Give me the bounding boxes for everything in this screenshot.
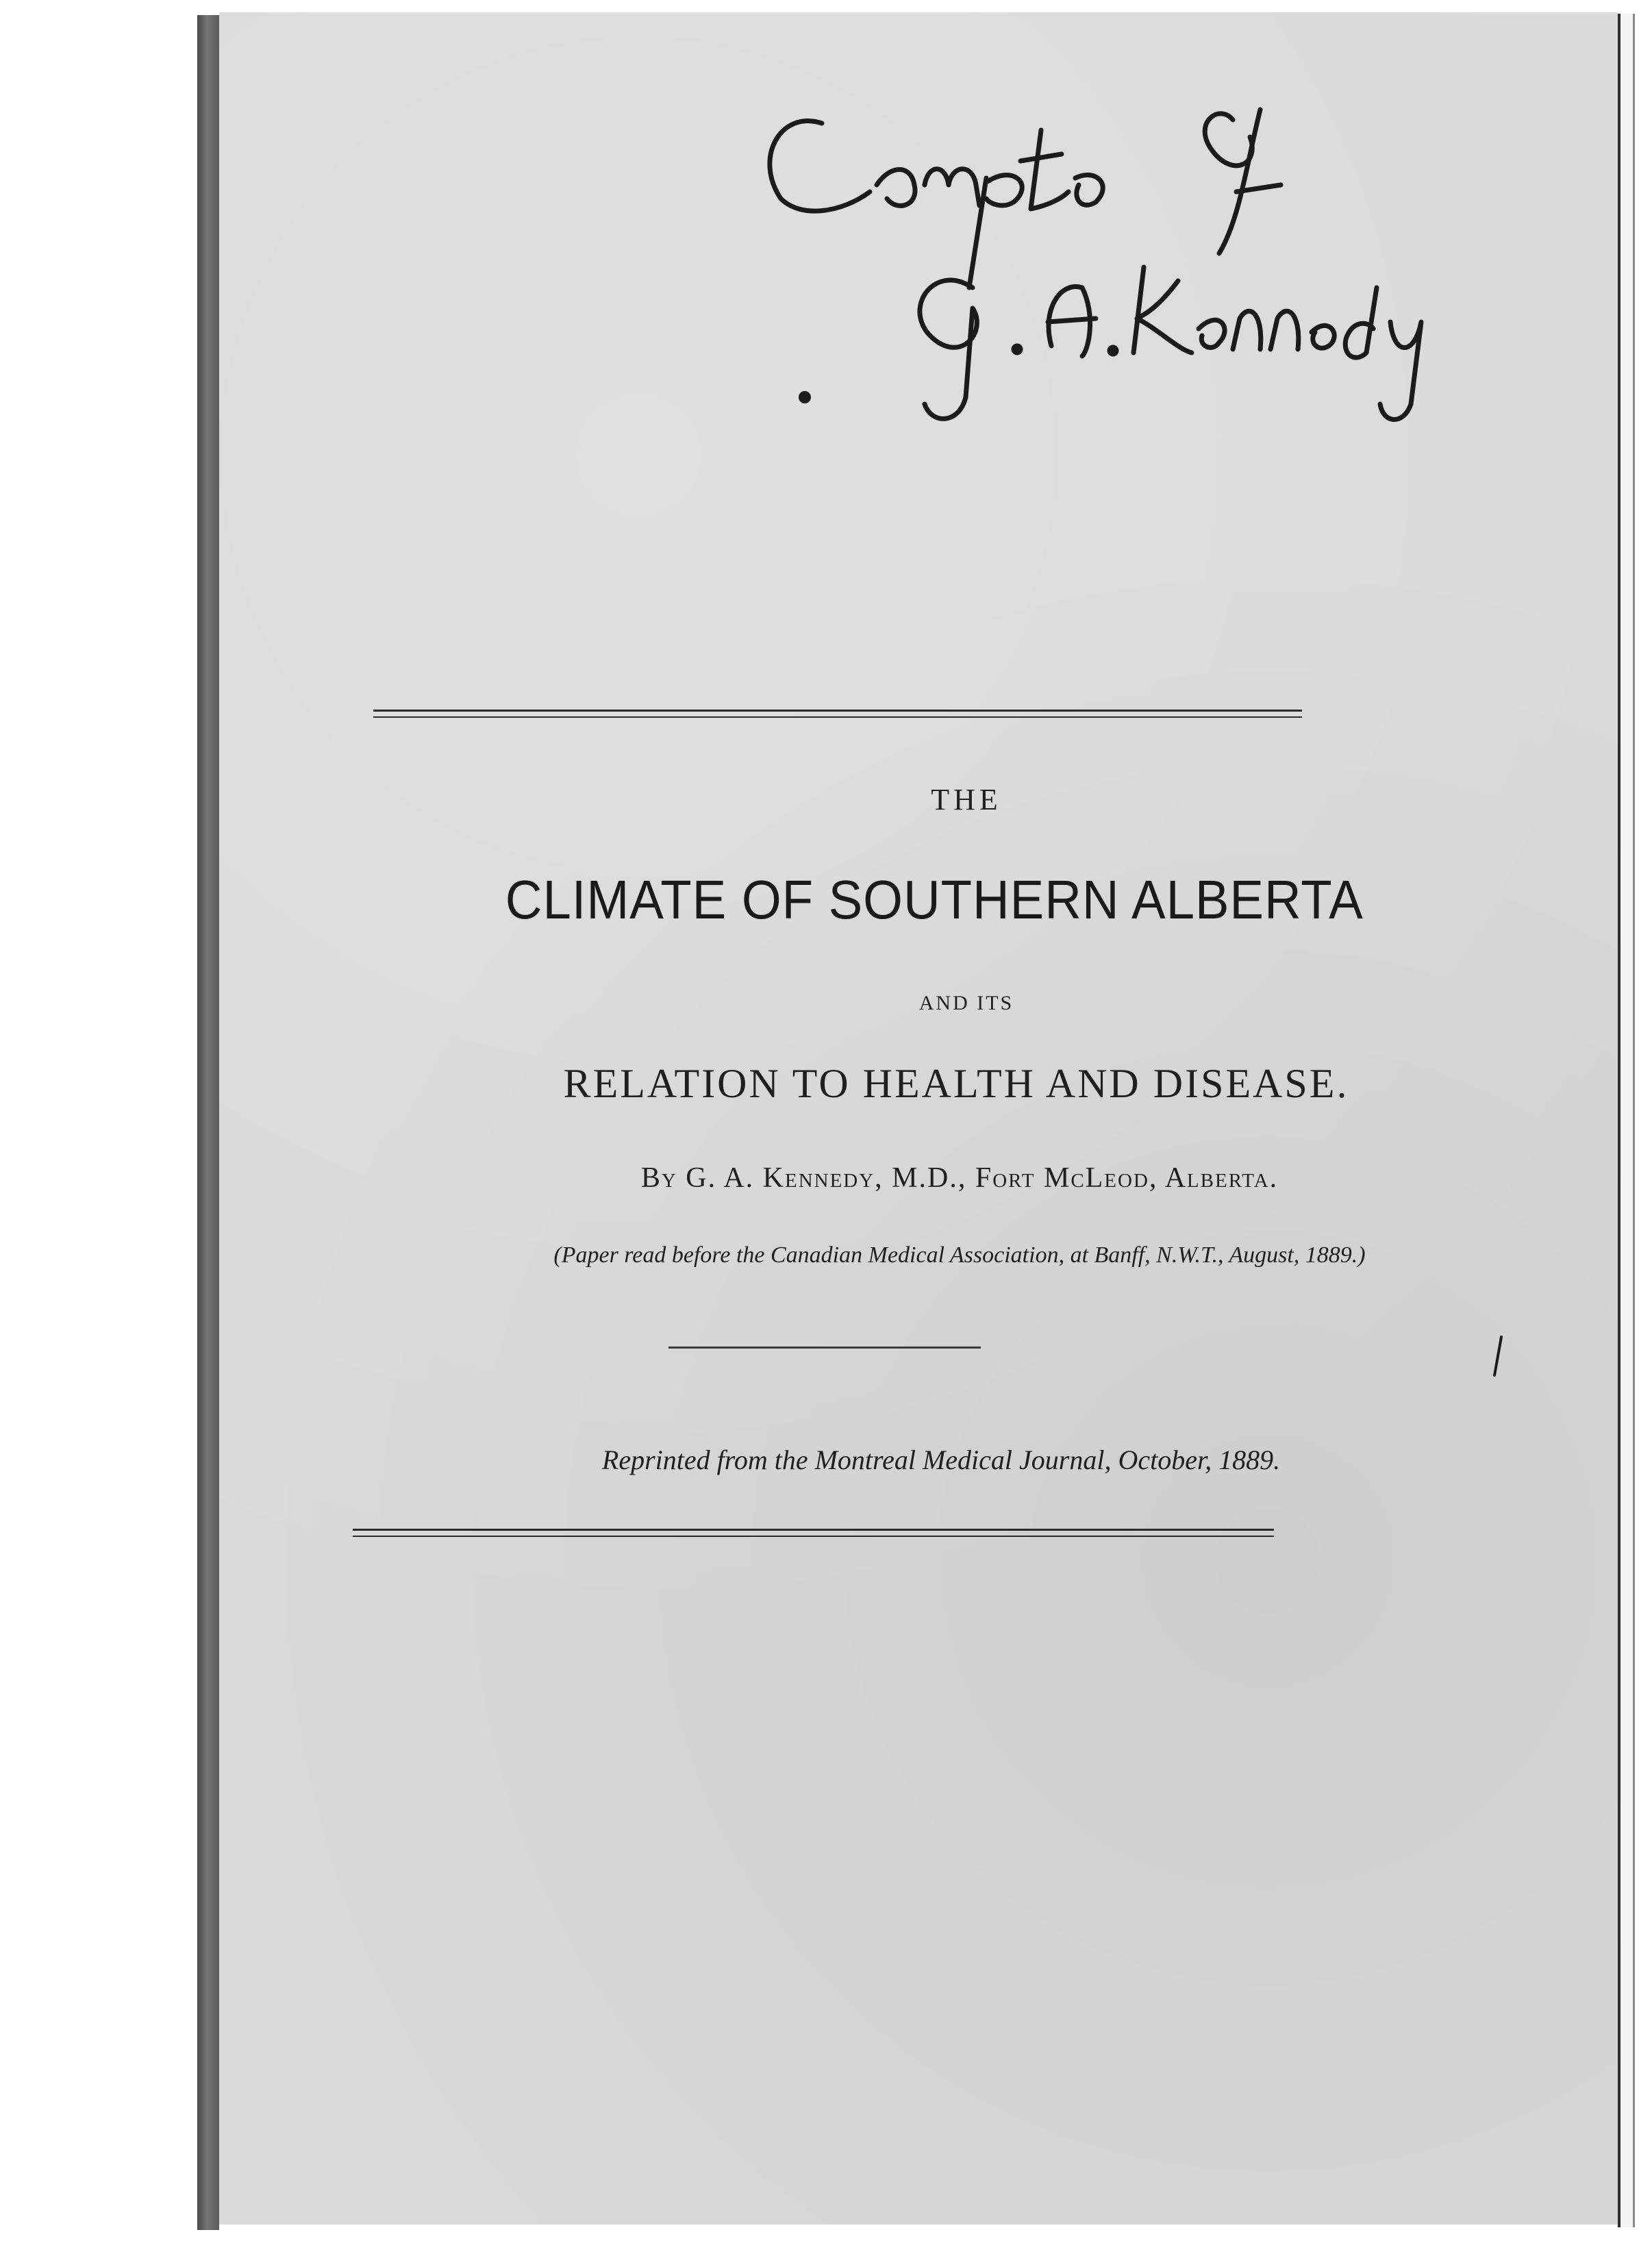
title-connector: AND ITS xyxy=(918,992,1014,1014)
page-right-edge xyxy=(1618,14,1635,2227)
document-title: CLIMATE OF SOUTHERN ALBERTA xyxy=(505,869,1364,930)
margin-pencil-mark xyxy=(1490,1334,1504,1378)
reprint-note: Reprinted from the Montreal Medical Journal, October, 1889. xyxy=(601,1444,1281,1475)
bottom-double-rule xyxy=(353,1529,1274,1538)
document-subtitle: RELATION TO HEALTH AND DISEASE. xyxy=(563,1061,1349,1106)
header-word: THE xyxy=(931,783,1002,816)
author-byline: By G. A. Kennedy, M.D., Fort McLeod, Alberta. xyxy=(640,1162,1279,1194)
binding-spine xyxy=(197,15,219,2230)
short-divider-rule xyxy=(668,1347,981,1349)
top-double-rule xyxy=(373,710,1302,719)
paper-note: (Paper read before the Canadian Medical Association, at Banff, N.W.T., August, 1889.) xyxy=(553,1242,1366,1268)
handwritten-signature xyxy=(740,82,1534,438)
